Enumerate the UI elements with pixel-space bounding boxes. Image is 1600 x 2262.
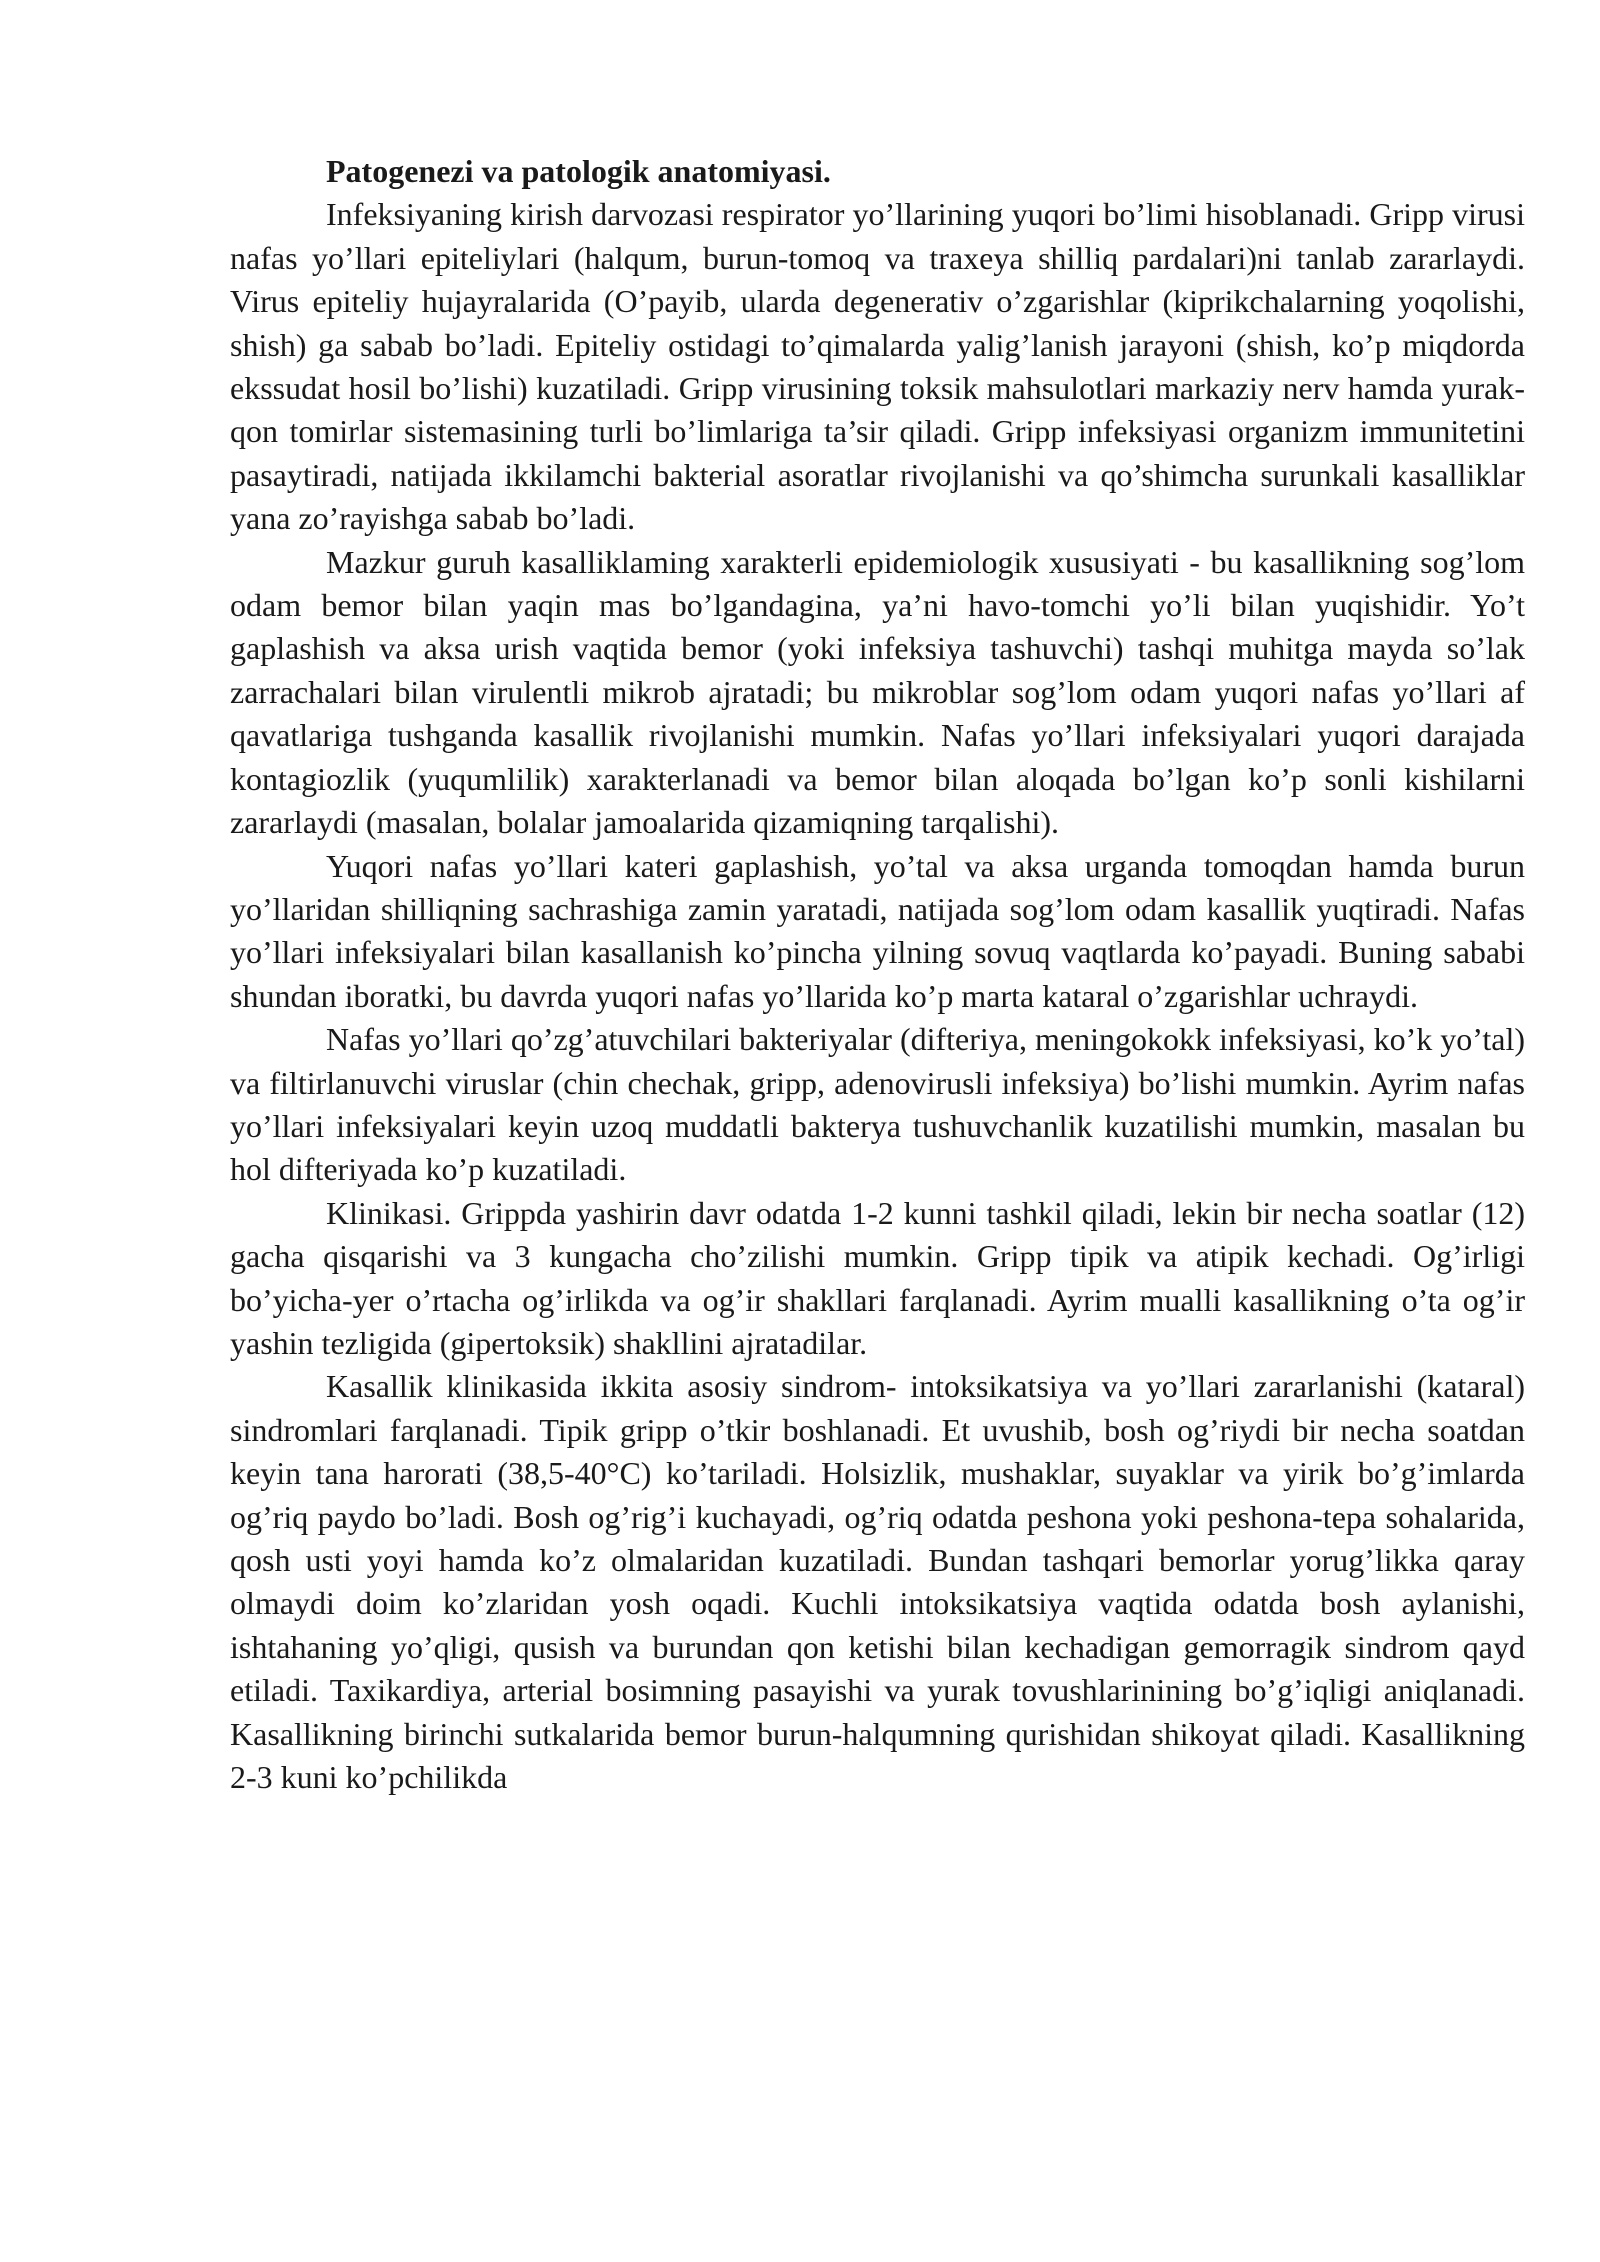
section-heading: Patogenezi va patologik anatomiyasi. xyxy=(326,153,831,189)
paragraph-transmission: Yuqori nafas yo’llari kateri gaplashish, yo’tal va aksa urganda tomoqdan hamda burun yo’llaridan shilliqning sachrashiga zamin yaratadi, natijada sog’lom odam kasallik yuqtiradi. Nafas yo’llari infeksiyalari bilan kasallanish ko’pincha yilning sovuq vaqtlarda ko’payadi. Buning sababi shundan iboratki, bu davrda yuqori nafas yo’llarida ko’p marta kataral o’zgarishlar uchraydi. xyxy=(230,847,1525,1014)
paragraph-syndromes: Kasallik klinikasida ikkita asosiy sindrom- intoksikatsiya va yo’llari zararlanishi (kataral) sindromlari farqlanadi. Tipik gripp o’tkir boshlanadi. Et uvushib, bosh og’riydi bir necha soatdan keyin tana harorati (38,5-40°C) ko’tariladi. Holsizlik, mushaklar, suyaklar va yirik bo’g’imlarda og’riq paydo bo’ladi. Bosh og’rig’i kuchayadi, og’riq odatda peshona yoki peshona-tepa sohalarida, qosh usti yoyi hamda ko’z olmalaridan kuzatiladi. Bundan tashqari bemorlar yorug’likka qaray olmaydi doim ko’zlaridan yosh oqadi. Kuchli intoksikatsiya vaqtida odatda bosh aylanishi, ishtahaning yo’qligi, qusish va burundan qon ketishi bilan kechadigan gemorragik sindrom qayd etiladi. Taxikardiya, arterial bosimning pasayishi va yurak tovushlarinining bo’g’iqligi aniqlanadi. Kasallikning birinchi sutkalarida bemor burun-halqumning qurishidan shikoyat qiladi. Kasallikning 2-3 kuni ko’pchilikda xyxy=(230,1368,1525,1796)
paragraph-epidemiology: Mazkur guruh kasalliklaming xarakterli epidemiologik xususiyati - bu kasallikning sog’lom odam bemor bilan yaqin mas bo’lgandagina, ya’ni havo-tomchi yo’li bilan yuqishidir. Yo’t gaplashish va aksa urish vaqtida bemor (yoki infeksiya tashuvchi) tashqi muhitga mayda so’lak zarrachalari bilan virulentli mikrob ajratadi; bu mikroblar sog’lom odam yuqori nafas yo’llari af qavatlariga tushganda kasallik rivojlanishi mumkin. Nafas yo’llari infeksiyalari yuqori darajada kontagiozlik (yuqumlilik) xarakterlanadi va bemor bilan aloqada bo’lgan ko’p sonli kishilarni zararlaydi (masalan, bolalar jamoalarida qizamiqning tarqalishi). xyxy=(230,543,1525,841)
paragraph-clinic: Klinikasi. Grippda yashirin davr odatda 1-2 kunni tashkil qiladi, lekin bir necha soatlar (12) gacha qisqarishi va 3 kungacha cho’zilishi mumkin. Gripp tipik va atipik kechadi. Og’irligi bo’yicha-yer o’rtacha og’irlikda va og’ir shakllari farqlanadi. Ayrim mualli kasallikning o’ta og’ir yashin tezligida (gipertoksik) shakllini ajratadilar. xyxy=(230,1194,1525,1361)
paragraph-pathogenesis: Infeksiyaning kirish darvozasi respirator yo’llarining yuqori bo’limi hisoblanadi. Gripp virusi nafas yo’llari epiteliylari (halqum, burun-tomoq va traxeya shilliq pardalari)ni tanlab zararlaydi. Virus epiteliy hujayralarida (O’payib, ularda degenerativ o’zgarishlar (kiprikchalarning yoqolishi, shish) ga sabab bo’ladi. Epiteliy ostidagi to’qimalarda yalig’lanish jarayoni (shish, ko’p miqdorda ekssudat hosil bo’lishi) kuzatiladi. Gripp virusining toksik mahsulotlari markaziy nerv hamda yurak-qon tomirlar sistemasining turli bo’limlariga ta’sir qiladi. Gripp infeksiyasi organizm immunitetini pasaytiradi, natijada ikkilamchi bakterial asoratlar rivojlanishi va qo’shimcha surunkali kasalliklar yana zo’rayishga sabab bo’ladi. xyxy=(230,196,1525,537)
paragraph-pathogens: Nafas yo’llari qo’zg’atuvchilari bakteriyalar (difteriya, meningokokk infeksiyasi, ko’k yo’tal) va filtirlanuvchi viruslar (chin chechak, gripp, adenovirusli infeksiya) bo’lishi mumkin. Ayrim nafas yo’llari infeksiyalari keyin uzoq muddatli bakterya tushuvchanlik kuzatilishi mumkin, masalan bu hol difteriyada ko’p kuzatiladi. xyxy=(230,1021,1525,1188)
document-page xyxy=(230,150,1525,1799)
